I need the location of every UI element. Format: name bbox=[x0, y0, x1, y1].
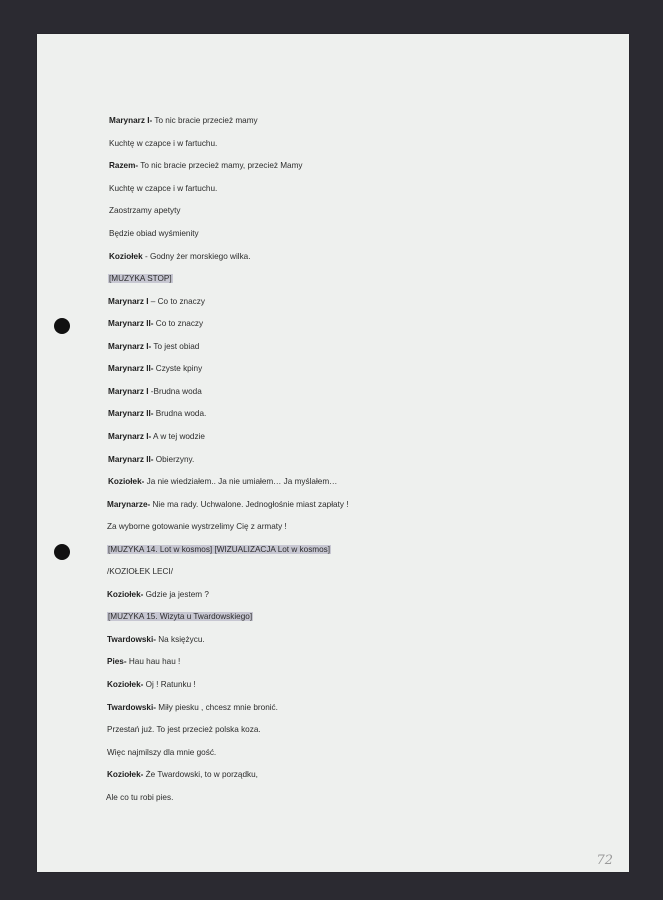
dialogue-line bbox=[107, 566, 173, 577]
speaker-name: Marynarz I- bbox=[108, 342, 152, 351]
dialogue-text: Nie ma rady. Uchwalone. Jednogłośnie miast zapłaty ! bbox=[150, 500, 349, 509]
dialogue-text: To nic bracie przecież mamy bbox=[152, 116, 258, 125]
dialogue-text: Czyste kpiny bbox=[153, 364, 203, 373]
stage-direction-text: [MUZYKA STOP] bbox=[109, 274, 172, 283]
speaker-name: Koziołek- bbox=[107, 680, 144, 689]
dialogue-line bbox=[108, 386, 202, 397]
dialogue-text: Ale co tu robi pies. bbox=[106, 793, 174, 802]
speaker-name: Marynarz I- bbox=[109, 116, 153, 125]
dialogue-line bbox=[108, 363, 202, 374]
speaker-name: Marynarze- bbox=[107, 500, 151, 509]
dialogue-text: Za wyborne gotowanie wystrzelimy Cię z armaty ! bbox=[107, 522, 287, 531]
dialogue-line bbox=[107, 499, 349, 510]
dialogue-text: Co to znaczy bbox=[153, 319, 204, 328]
dialogue-text: To nic bracie przecież mamy, przecież Mamy bbox=[138, 161, 303, 170]
dialogue-text: Gdzie ja jestem ? bbox=[143, 590, 209, 599]
speaker-name: Pies- bbox=[107, 657, 127, 666]
speaker-name: Koziołek- bbox=[107, 590, 144, 599]
dialogue-text: Że Twardowski, to w porządku, bbox=[143, 770, 258, 779]
dialogue-text: Będzie obiad wyśmienity bbox=[109, 229, 199, 238]
dialogue-text: Kuchtę w czapce i w fartuchu. bbox=[109, 184, 218, 193]
document-page bbox=[37, 34, 629, 872]
dialogue-text: Obierzyny. bbox=[153, 455, 195, 464]
dialogue-text: Hau hau hau ! bbox=[126, 657, 181, 666]
stage-direction bbox=[108, 273, 173, 284]
speaker-name: Marynarz I bbox=[108, 387, 149, 396]
speaker-name: Koziołek bbox=[109, 252, 143, 261]
dialogue-line bbox=[107, 589, 209, 600]
dialogue-line bbox=[107, 747, 216, 758]
dialogue-text: Przestań już. To jest przecież polska koza. bbox=[107, 725, 261, 734]
stage-direction bbox=[107, 544, 331, 555]
dialogue-text: -Brudna woda bbox=[148, 387, 202, 396]
speaker-name: Marynarz II- bbox=[108, 409, 154, 418]
dialogue-text: Miły piesku , chcesz mnie bronić. bbox=[155, 703, 278, 712]
dialogue-text: - Godny żer morskiego wilka. bbox=[142, 252, 251, 261]
dialogue-text: Kuchtę w czapce i w fartuchu. bbox=[109, 139, 218, 148]
dialogue-text: A w tej wodzie bbox=[151, 432, 205, 441]
dialogue-line bbox=[108, 408, 206, 419]
dialogue-text: To jest obiad bbox=[151, 342, 200, 351]
speaker-name: Marynarz II- bbox=[108, 364, 154, 373]
speaker-name: Koziołek- bbox=[108, 477, 145, 486]
dialogue-text: /KOZIOŁEK LECI/ bbox=[107, 567, 173, 576]
dialogue-text: Brudna woda. bbox=[153, 409, 207, 418]
dialogue-line bbox=[109, 183, 217, 194]
punch-hole-bottom bbox=[54, 544, 70, 560]
page-number: 72 bbox=[596, 853, 613, 868]
dialogue-text: – Co to znaczy bbox=[148, 297, 205, 306]
dialogue-line bbox=[108, 318, 203, 329]
stage-direction-text: [MUZYKA 14. Lot w kosmos] [WIZUALIZACJA Lot w kosmos] bbox=[108, 545, 331, 554]
dialogue-line bbox=[108, 341, 199, 352]
dialogue-line bbox=[109, 160, 303, 171]
dialogue-line bbox=[109, 251, 251, 262]
dialogue-line bbox=[109, 115, 258, 126]
dialogue-line bbox=[107, 679, 196, 690]
stage-direction bbox=[107, 611, 253, 622]
punch-hole-top bbox=[54, 318, 70, 334]
dialogue-text: Zaostrzamy apetyty bbox=[109, 206, 181, 215]
dialogue-line bbox=[107, 634, 205, 645]
dialogue-text: Oj ! Ratunku ! bbox=[143, 680, 196, 689]
dialogue-line bbox=[107, 769, 258, 780]
speaker-name: Marynarz I bbox=[108, 297, 149, 306]
dialogue-line bbox=[109, 228, 199, 239]
speaker-name: Twardowski- bbox=[107, 703, 156, 712]
speaker-name: Koziołek- bbox=[107, 770, 144, 779]
speaker-name: Marynarz II- bbox=[108, 455, 154, 464]
speaker-name: Razem- bbox=[109, 161, 139, 170]
dialogue-text: Więc najmilszy dla mnie gość. bbox=[107, 748, 217, 757]
dialogue-line bbox=[108, 296, 205, 307]
dialogue-line bbox=[107, 521, 287, 532]
dialogue-line bbox=[109, 138, 217, 149]
dialogue-line bbox=[108, 431, 205, 442]
speaker-name: Marynarz I- bbox=[108, 432, 152, 441]
dialogue-line bbox=[107, 656, 180, 667]
dialogue-line bbox=[107, 702, 278, 713]
dialogue-line bbox=[107, 724, 261, 735]
speaker-name: Twardowski- bbox=[107, 635, 156, 644]
speaker-name: Marynarz II- bbox=[108, 319, 154, 328]
dialogue-line bbox=[108, 476, 337, 487]
dialogue-line bbox=[106, 792, 173, 803]
stage-direction-text: [MUZYKA 15. Wizyta u Twardowskiego] bbox=[108, 612, 253, 621]
dialogue-line bbox=[109, 205, 180, 216]
dialogue-text: Na księżycu. bbox=[155, 635, 205, 644]
dialogue-text: Ja nie wiedziałem.. Ja nie umiałem… Ja myślałem… bbox=[144, 477, 338, 486]
dialogue-line bbox=[108, 454, 194, 465]
